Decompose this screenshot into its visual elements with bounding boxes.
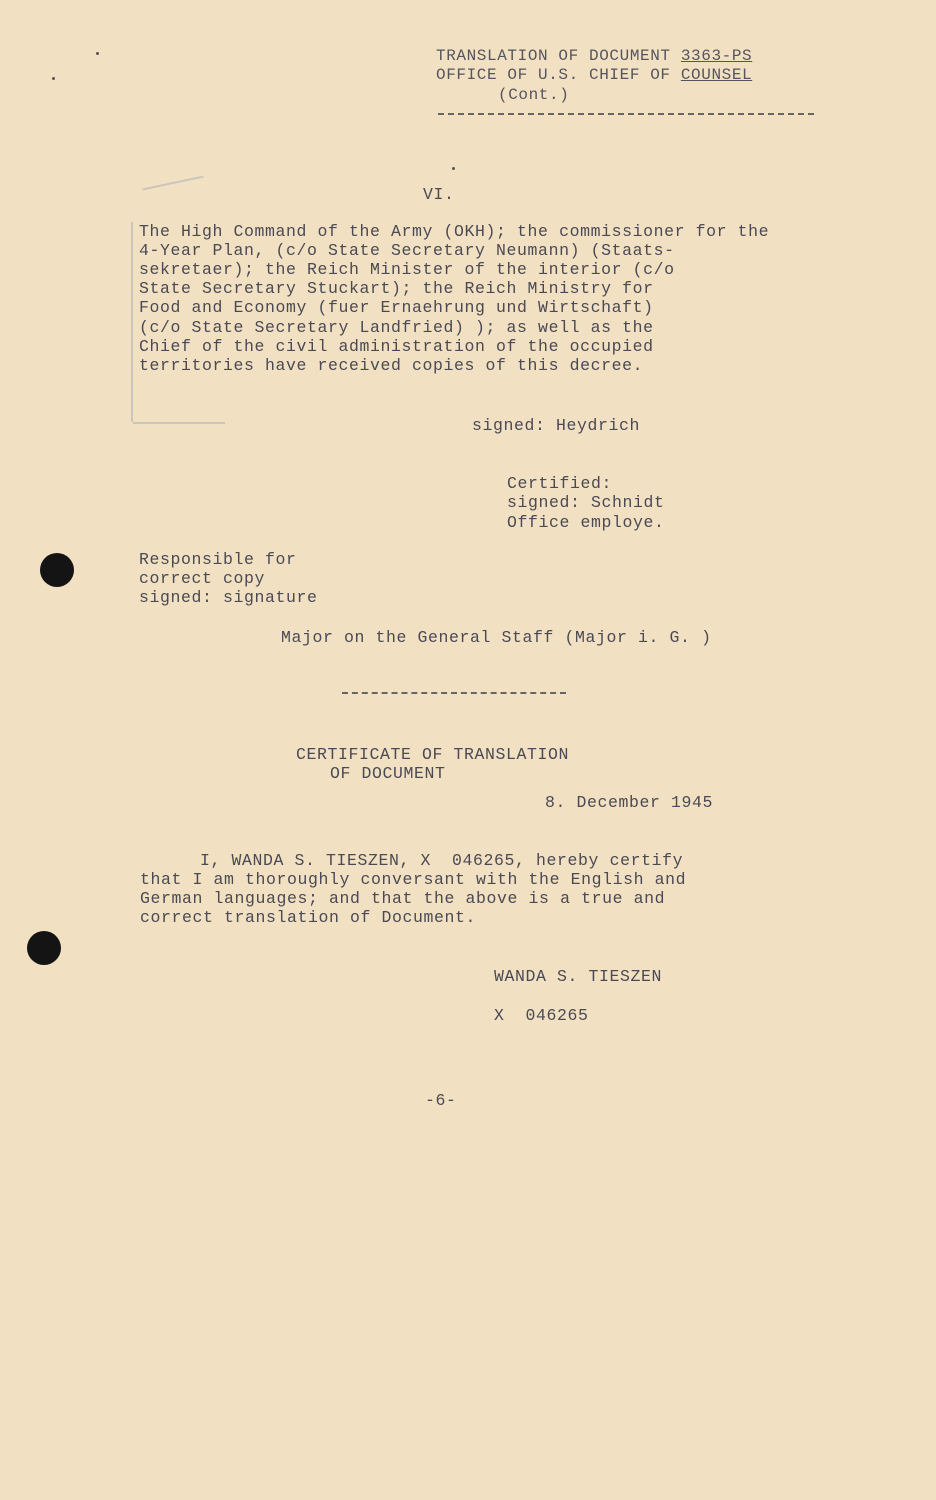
responsible-line: Responsible for <box>139 550 297 569</box>
certificate-date: 8. December 1945 <box>545 793 714 812</box>
counsel-word: COUNSEL <box>680 66 753 84</box>
paragraph-line: Food and Economy (fuer Ernaehrung und Wirtschaft) <box>139 298 654 317</box>
certificate-title: CERTIFICATE OF TRANSLATION <box>296 745 570 764</box>
speck <box>96 52 99 55</box>
pencil-mark-bottom <box>133 422 225 424</box>
certificate-body-line: that I am thoroughly conversant with the English and <box>140 870 687 889</box>
paragraph-line: State Secretary Stuckart); the Reich Ministry for <box>139 279 654 298</box>
paragraph-line: 4-Year Plan, (c/o State Secretary Neumann) (Staats- <box>139 241 675 260</box>
header-line-2: OFFICE OF U.S. CHIEF OF COUNSEL <box>436 66 753 84</box>
paragraph-line: The High Command of the Army (OKH); the commissioner for the <box>139 222 770 241</box>
certificate-body-line: German languages; and that the above is a true and <box>140 889 666 908</box>
page-number: -6- <box>425 1091 457 1110</box>
punch-hole-top <box>40 553 74 587</box>
responsible-line: correct copy <box>139 569 266 588</box>
certified-line: Certified: <box>507 474 613 493</box>
document-number: 3363-PS <box>680 47 753 65</box>
section-divider <box>342 692 566 694</box>
certified-line: Office employe. <box>507 513 665 532</box>
signed-heydrich: signed: Heydrich <box>472 416 641 435</box>
signer-name: WANDA S. TIESZEN <box>494 967 663 986</box>
punch-hole-bottom <box>27 931 61 965</box>
header-line-1: TRANSLATION OF DOCUMENT 3363-PS <box>436 47 753 65</box>
paragraph-line: (c/o State Secretary Landfried) ); as well as the <box>139 318 654 337</box>
speck <box>52 77 55 80</box>
section-numeral: VI. <box>423 185 455 204</box>
major-line: Major on the General Staff (Major i. G. ) <box>281 628 712 647</box>
paragraph-line: Chief of the civil administration of the occupied <box>139 337 654 356</box>
certified-line: signed: Schnidt <box>507 493 665 512</box>
header-divider <box>438 113 814 115</box>
pencil-bracket <box>131 222 133 422</box>
pencil-mark-top <box>142 176 203 191</box>
certificate-title-2: OF DOCUMENT <box>330 764 446 783</box>
responsible-line: signed: signature <box>139 588 318 607</box>
certificate-body-line: correct translation of Document. <box>140 908 477 927</box>
certificate-body-line: I, WANDA S. TIESZEN, X 046265, hereby certify <box>200 851 684 870</box>
paragraph-line: sekretaer); the Reich Minister of the interior (c/o <box>139 260 675 279</box>
speck <box>452 167 455 170</box>
header-line-3: (Cont.) <box>498 86 570 104</box>
signer-id: X 046265 <box>494 1006 589 1025</box>
paragraph-line: territories have received copies of this decree. <box>139 356 644 375</box>
